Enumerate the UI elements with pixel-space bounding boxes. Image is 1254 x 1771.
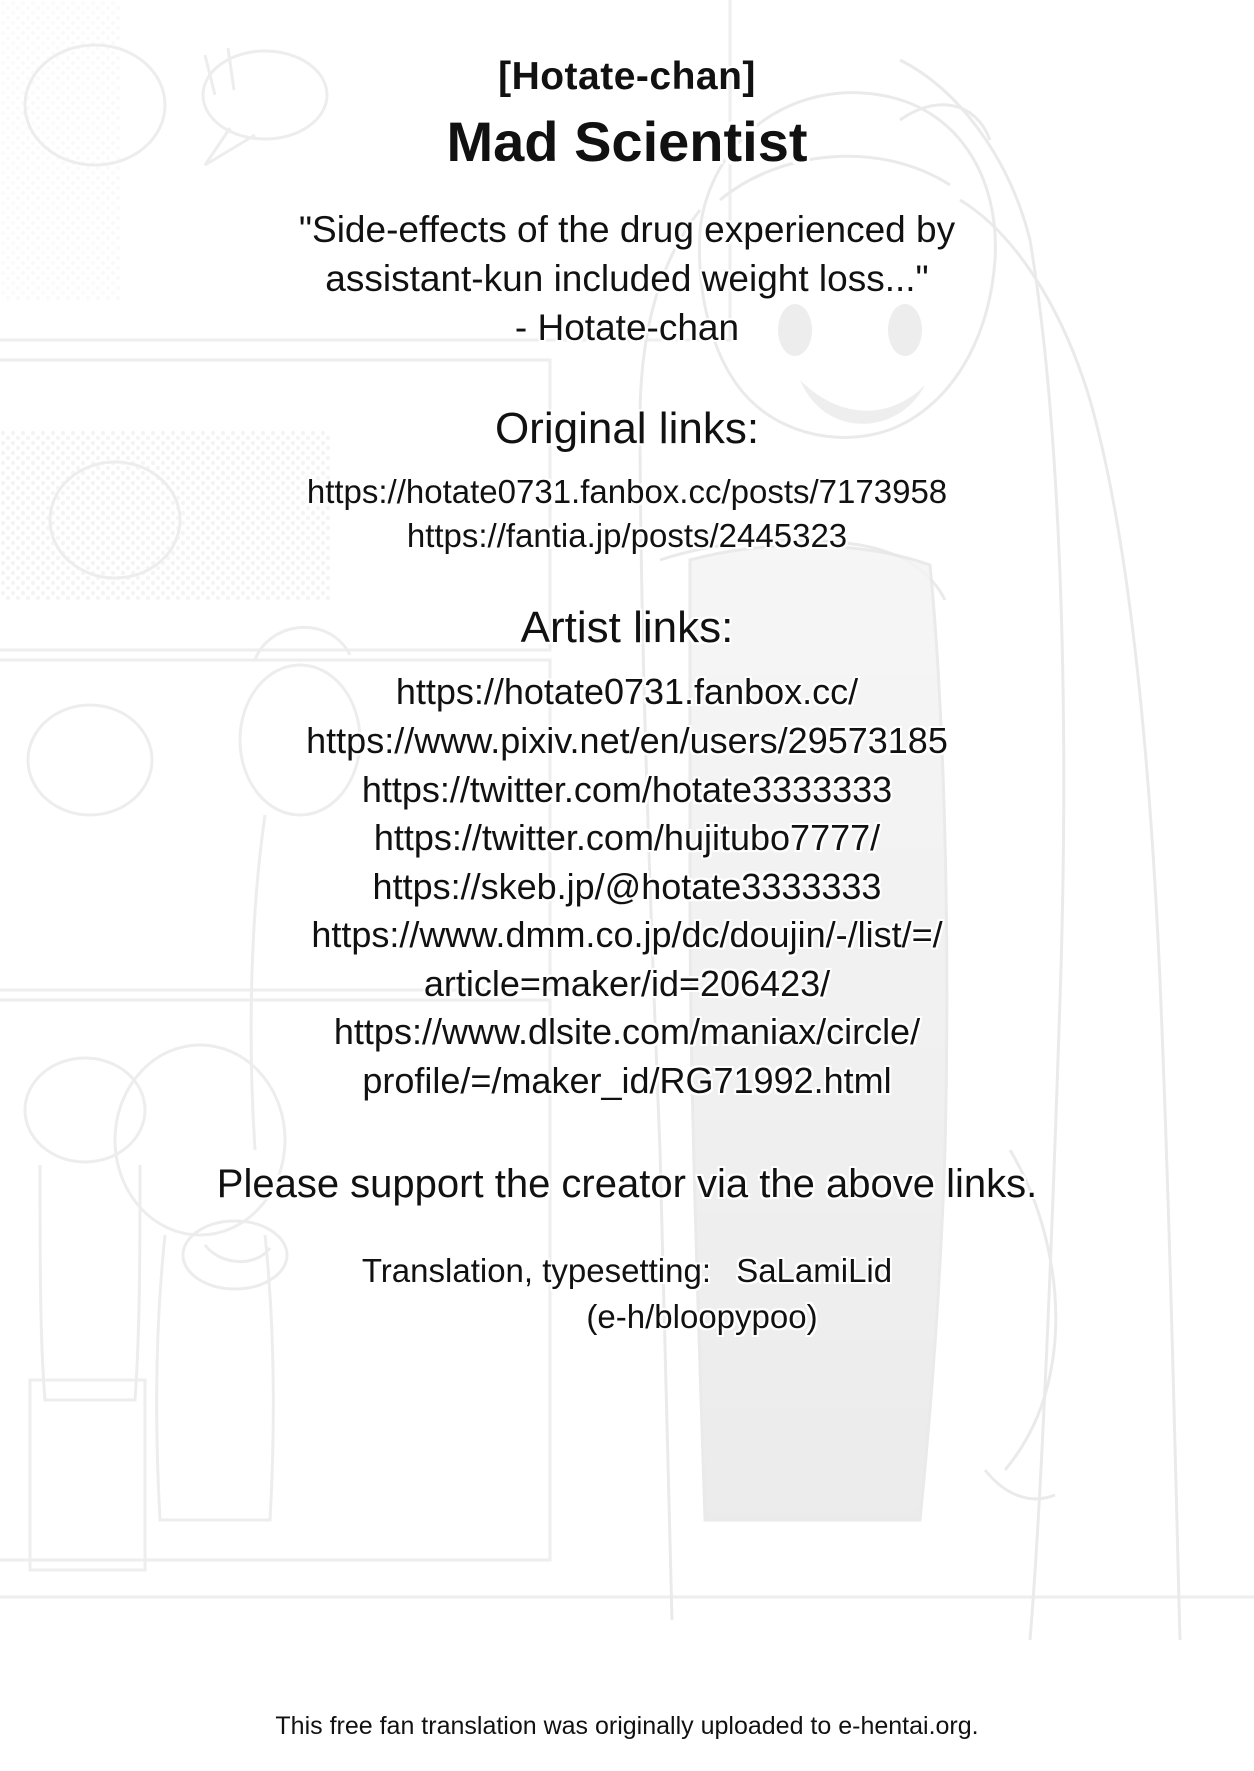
quote-line-2: assistant-kun included weight loss...": [325, 258, 929, 300]
credit-subhandle: (e-h/bloopypoo): [586, 1297, 818, 1335]
link-item[interactable]: article=maker/id=206423/: [423, 962, 831, 1004]
original-links-list: [40, 470, 1214, 558]
link-item[interactable]: https://twitter.com/hujitubo7777/: [373, 817, 881, 859]
support-message: Please support the creator via the above links.: [216, 1161, 1038, 1206]
link-item[interactable]: https://hotate0731.fanbox.cc/: [395, 671, 859, 713]
doujin-tag: [Hotate-chan]: [498, 55, 756, 98]
link-item[interactable]: https://twitter.com/hotate3333333: [361, 768, 893, 810]
footer-note: This free fan translation was originally uploaded to e-hentai.org.: [275, 1712, 979, 1740]
page-title: Mad Scientist: [446, 109, 808, 173]
artist-quote: [122, 206, 1132, 352]
quote-line-1: "Side-effects of the drug experienced by: [298, 209, 956, 251]
link-item[interactable]: https://hotate0731.fanbox.cc/posts/7173958: [306, 472, 948, 510]
quote-attribution: - Hotate-chan: [514, 307, 740, 349]
link-item[interactable]: https://fantia.jp/posts/2445323: [406, 516, 848, 554]
artist-links-heading: Artist links:: [520, 602, 734, 652]
link-item[interactable]: https://www.pixiv.net/en/users/29573185: [306, 719, 948, 761]
link-item[interactable]: https://www.dlsite.com/maniax/circle/: [333, 1011, 921, 1053]
credit-row: [40, 1248, 1214, 1294]
link-item[interactable]: profile/=/maker_id/RG71992.html: [362, 1060, 892, 1102]
credit-handle: SaLamiLid: [736, 1251, 893, 1289]
translation-credits: [40, 1248, 1214, 1340]
link-item[interactable]: https://www.dmm.co.jp/dc/doujin/-/list/=/: [311, 914, 943, 956]
original-links-heading: Original links:: [494, 403, 760, 453]
link-item[interactable]: https://skeb.jp/@hotate3333333: [372, 865, 882, 907]
credit-label: Translation, typesetting:: [361, 1251, 712, 1289]
artist-links-list: [40, 668, 1214, 1105]
